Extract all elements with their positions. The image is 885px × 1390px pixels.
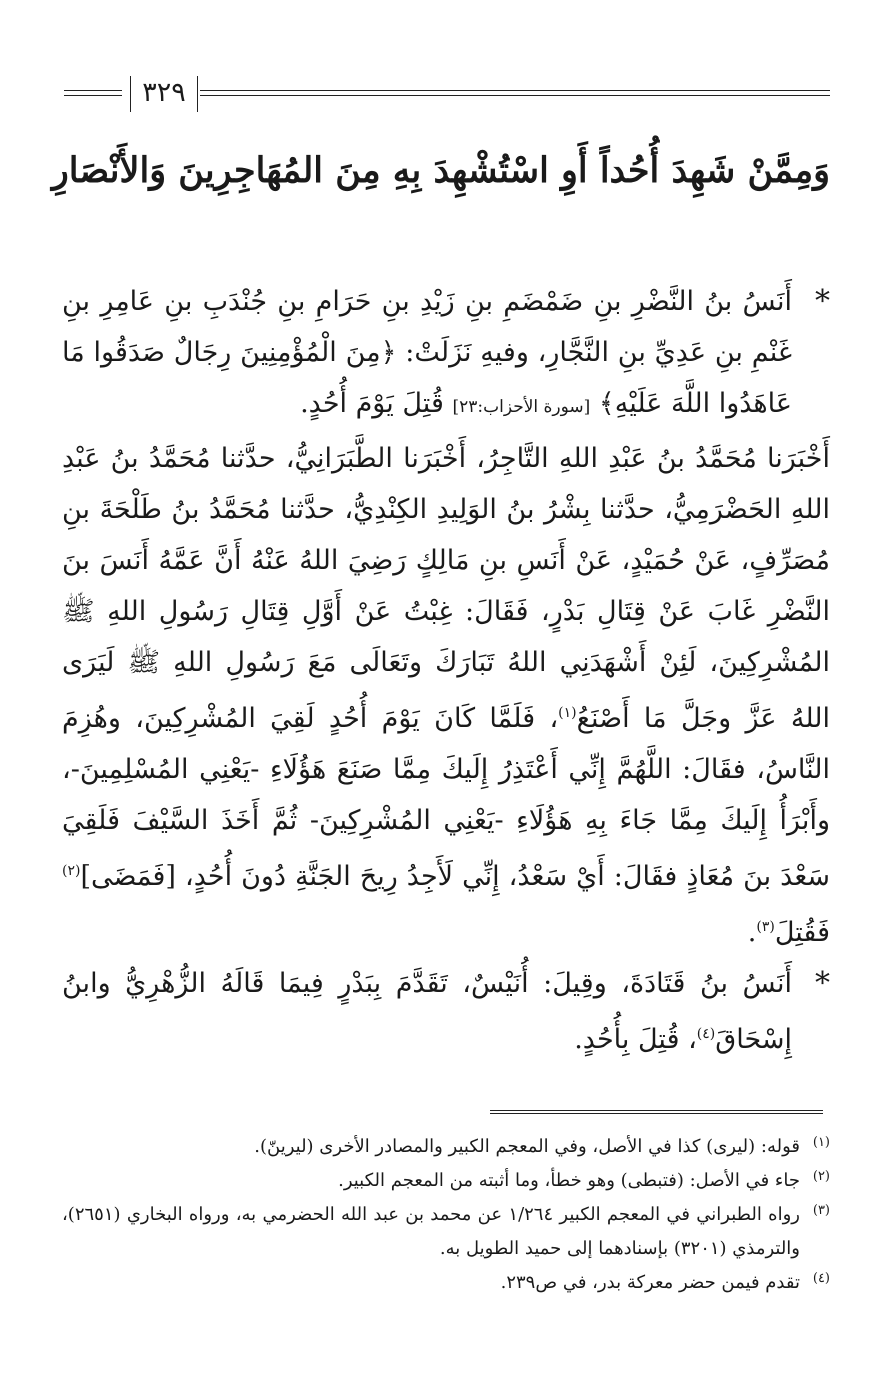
page-number: ٣٢٩ [130,76,198,112]
footnote [62,1198,830,1266]
footnote-number: (٣) [812,1203,830,1218]
star-marker: * [815,966,830,1001]
footnote-ref-4[interactable]: (٤) [696,1026,716,1042]
chapter-title: وَمِمَّنْ شَهِدَ أُحُداً أَوِ اسْتُشْهِدَ بِهِ مِنَ المُهَاجِرِينَ وَالأَنْصَارِ [51,150,830,191]
entry-anas-bin-nadr [62,276,830,433]
footnote [62,1130,830,1164]
main-text [62,276,830,1065]
footnote [62,1164,830,1198]
footnote-text: جاء في الأصل: (فتبطى) وهو خطأ، وما أثبته من المعجم الكبير. [338,1170,800,1191]
entry-text: أَنَسُ بنُ قَتَادَةَ، وقِيلَ: أُنَيْسٌ، تَقَدَّمَ بِبَدْرٍ فِيمَا قَالَهُ الزُّهْرِيُّ وابنُ إِسْحَاقَ [62,968,792,1055]
footnote-ref-1[interactable]: (١) [558,705,577,721]
hadith-paragraph [62,433,830,958]
header-rule-right [200,90,830,96]
footnote-separator [490,1110,823,1114]
footnote-number: (٢) [812,1169,830,1184]
footnote-text: قوله: (ليرى) كذا في الأصل، وفي المعجم الكبير والمصادر الأخرى (ليرينّ). [254,1136,800,1157]
hadith-text-part4: . [747,917,757,948]
surah-reference: [سورة الأحزاب:٢٣] [452,397,591,417]
quran-verse: ﴿مِنَ الْمُؤْمِنِينَ رِجَالٌ صَدَقُوا مَا عَاهَدُوا اللَّهَ عَلَيْهِ﴾ [62,337,792,419]
footnote-number: (١) [812,1135,830,1150]
footnote-number: (٤) [812,1271,830,1286]
footnote-text: رواه الطبراني في المعجم الكبير ١/٢٦٤ عن محمد بن عبد الله الحضرمي به، ورواه البخاري (٢٦٥١)، والترمذي (٣٢٠١) بإسنادهما إلى حميد الطويل به. [62,1204,801,1259]
page-header [64,76,830,112]
hadith-text-part2: ، فَلَمَّا كَانَ يَوْمَ أُحُدٍ لَقِيَ المُشْرِكِينَ، وهُزِمَ النَّاسُ، فقَالَ: اللَّهُمَّ إِنِّي أَعْتَذِرُ إِلَيكَ مِمَّا صَنَعَ هَؤُلَاءِ -يَعْنِي المُسْلِمِينَ-، وأَبْرَأُ إِلَيكَ مِمَّا جَاءَ بِهِ هَؤُلَاءِ -يَعْنِي المُشْرِكِينَ- ثُمَّ أَخَذَ السَّيْفَ فَلَقِيَ سَعْدَ بنَ مُعَاذٍ فقَالَ: أَيْ سَعْدُ، إِنِّي لَأَجِدُ رِيحَ الجَنَّةِ دُونَ أُحُدٍ، [فَمَضَى] [62,703,830,892]
footnote-text: تقدم فيمن حضر معركة بدر، في ص٢٣٩. [500,1272,800,1293]
entry-ending: ، قُتِلَ بِأُحُدٍ. [574,1024,697,1055]
hadith-text-part3: فَقُتِلَ [774,917,830,948]
entry-ending: قُتِلَ يَوْمَ أُحُدٍ. [300,388,444,419]
entry-text: أَنَسُ بنُ النَّضْرِ بنِ ضَمْضَمِ بنِ زَيْدِ بنِ حَرَامِ بنِ جُنْدَبِ بنِ عَامِرِ بنِ غَنْمِ بنِ عَدِيِّ بنِ النَّجَّارِ، وفيهِ نَزَلَتْ: [62,286,792,368]
entry-anas-bin-qatada [62,958,830,1065]
footnotes [62,1130,830,1300]
header-rule-left [64,90,122,96]
hadith-text-part1: أَخْبَرَنا مُحَمَّدُ بنُ عَبْدِ اللهِ التَّاجِرُ، أَخْبَرَنا الطَّبَرَانِيُّ، حدَّثنا مُحَمَّدُ بنُ عَبْدِ اللهِ الحَضْرَمِيُّ، حدَّثنا بِشْرُ بنُ الوَلِيدِ الكِنْدِيُّ، حدَّثنا مُحَمَّدُ بنُ طَلْحَةَ بنِ مُصَرِّفٍ، عَنْ حُمَيْدٍ، عَنْ أَنَسِ بنِ مَالِكٍ رَضِيَ اللهُ عَنْهُ أَنَّ عَمَّهُ أَنَسَ بنَ النَّضْرِ غَابَ عَنْ قِتَالِ بَدْرٍ، فَقَالَ: غِبْتُ عَنْ أَوَّلِ قِتَالِ رَسُولِ اللهِ ﷺ المُشْرِكِينَ، لَئِنْ أَشْهَدَنِي اللهُ تَبَارَكَ وتَعَالَى مَعَ رَسُولِ اللهِ ﷺ لَيَرَى اللهُ عَزَّ وجَلَّ مَا أَصْنَعُ [62,443,830,734]
footnote-ref-2[interactable]: (٢) [62,863,81,879]
star-marker: * [815,284,830,319]
footnote-ref-3[interactable]: (٣) [756,919,775,935]
footnote [62,1266,830,1300]
